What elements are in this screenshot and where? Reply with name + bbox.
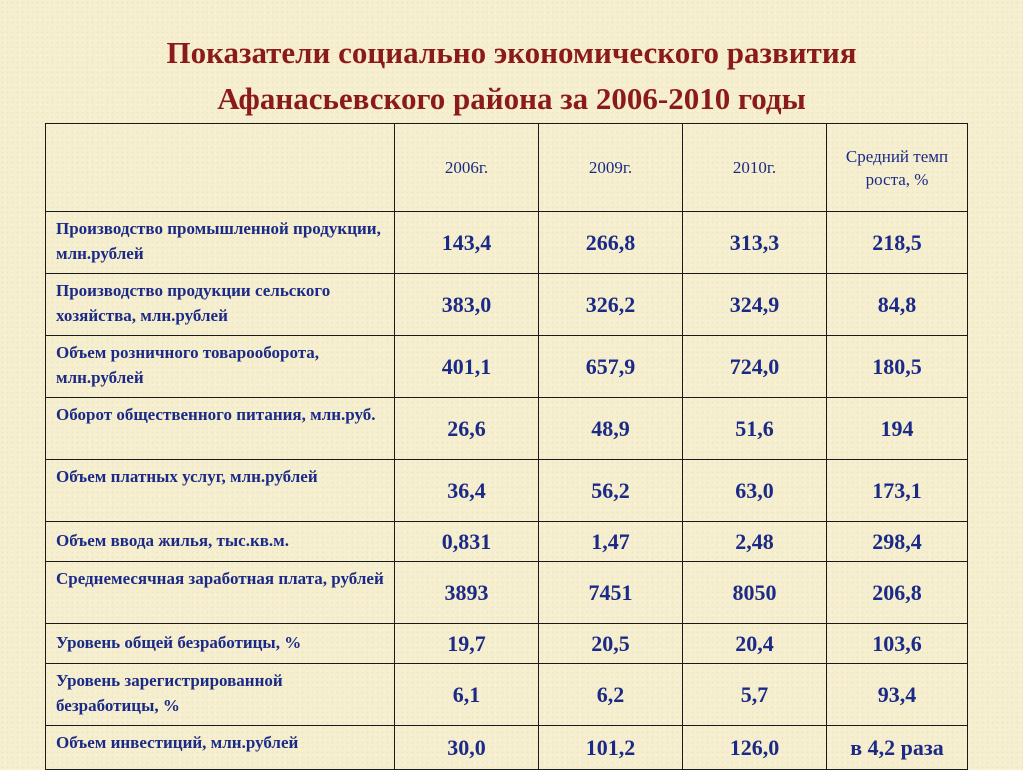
- table-row: [46, 398, 968, 460]
- cell-2009: 1,47: [539, 522, 683, 562]
- cell-2009: 56,2: [539, 460, 683, 522]
- cell-2006: 30,0: [395, 726, 539, 770]
- cell-rate: 84,8: [827, 274, 968, 336]
- cell-2006: 401,1: [395, 336, 539, 398]
- cell-rate: 93,4: [827, 664, 968, 726]
- cell-2010: 724,0: [683, 336, 827, 398]
- table-row: [46, 726, 968, 770]
- cell-rate: 218,5: [827, 212, 968, 274]
- table-header-row: [46, 124, 968, 212]
- row-label: Объем ввода жилья, тыс.кв.м.: [46, 522, 395, 562]
- cell-rate: 194: [827, 398, 968, 460]
- row-label: Производство промышленной продукции, млн.рублей: [46, 212, 395, 274]
- cell-2009: 101,2: [539, 726, 683, 770]
- table-row: [46, 624, 968, 664]
- table-row: [46, 664, 968, 726]
- cell-rate: 206,8: [827, 562, 968, 624]
- row-label: Уровень зарегистрированной безработицы, %: [46, 664, 395, 726]
- cell-2010: 20,4: [683, 624, 827, 664]
- table-row: [46, 522, 968, 562]
- table-row: [46, 212, 968, 274]
- row-label: Производство продукции сельского хозяйства, млн.рублей: [46, 274, 395, 336]
- header-2009: 2009г.: [539, 124, 683, 212]
- cell-2010: 126,0: [683, 726, 827, 770]
- cell-rate: 103,6: [827, 624, 968, 664]
- cell-2010: 51,6: [683, 398, 827, 460]
- table-row: [46, 336, 968, 398]
- cell-2010: 8050: [683, 562, 827, 624]
- cell-rate: 298,4: [827, 522, 968, 562]
- table-row: [46, 460, 968, 522]
- header-average-growth-rate: [827, 124, 968, 212]
- row-label: Среднемесячная заработная плата, рублей: [46, 562, 395, 624]
- cell-2009: 266,8: [539, 212, 683, 274]
- cell-rate: 173,1: [827, 460, 968, 522]
- table-row: [46, 562, 968, 624]
- cell-2010: 324,9: [683, 274, 827, 336]
- cell-2006: 3893: [395, 562, 539, 624]
- title-line-1: Показатели социально экономического развития: [166, 35, 857, 70]
- cell-2009: 7451: [539, 562, 683, 624]
- header-2006: 2006г.: [395, 124, 539, 212]
- cell-2006: 6,1: [395, 664, 539, 726]
- row-label: Объем инвестиций, млн.рублей: [46, 726, 395, 770]
- row-label: Оборот общественного питания, млн.руб.: [46, 398, 395, 460]
- cell-2010: 63,0: [683, 460, 827, 522]
- cell-2009: 20,5: [539, 624, 683, 664]
- cell-2009: 48,9: [539, 398, 683, 460]
- cell-2009: 6,2: [539, 664, 683, 726]
- cell-2006: 19,7: [395, 624, 539, 664]
- cell-rate: 180,5: [827, 336, 968, 398]
- cell-2010: 5,7: [683, 664, 827, 726]
- header-rate-text: Средний темп роста, %: [845, 146, 949, 189]
- cell-2006: 383,0: [395, 274, 539, 336]
- cell-2009: 326,2: [539, 274, 683, 336]
- cell-2010: 313,3: [683, 212, 827, 274]
- title-line-2: Афанасьевского района за 2006-2010 годы: [217, 81, 806, 116]
- cell-2006: 143,4: [395, 212, 539, 274]
- cell-2009: 657,9: [539, 336, 683, 398]
- table-row: [46, 274, 968, 336]
- row-label: Уровень общей безработицы, %: [46, 624, 395, 664]
- cell-2006: 36,4: [395, 460, 539, 522]
- indicators-table: [45, 123, 968, 770]
- cell-2006: 26,6: [395, 398, 539, 460]
- cell-rate: в 4,2 раза: [827, 726, 968, 770]
- cell-2006: 0,831: [395, 522, 539, 562]
- header-2010: 2010г.: [683, 124, 827, 212]
- header-label-cell: [46, 124, 395, 212]
- row-label: Объем розничного товарооборота, млн.рублей: [46, 336, 395, 398]
- row-label: Объем платных услуг, млн.рублей: [46, 460, 395, 522]
- cell-2010: 2,48: [683, 522, 827, 562]
- page-title: [0, 30, 1023, 122]
